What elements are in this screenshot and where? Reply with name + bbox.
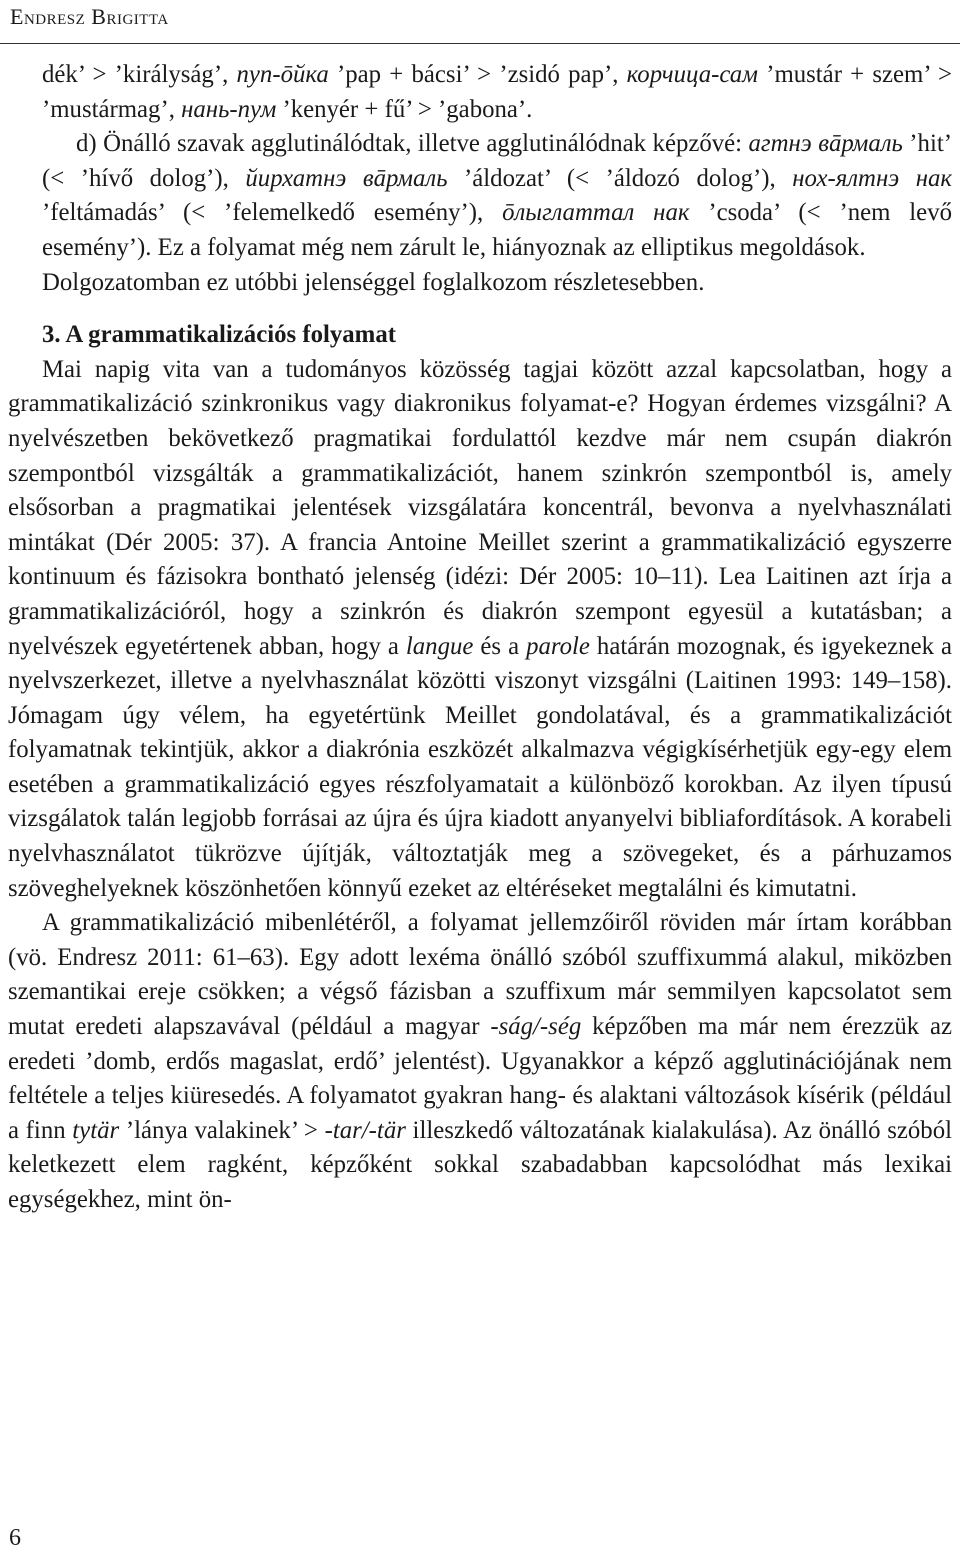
running-header: [10, 4, 169, 30]
paragraph-section-3: [8, 353, 952, 907]
italic-term: -tar/-tär: [324, 1116, 406, 1144]
italic-term: parole: [526, 632, 590, 660]
text-run: és a: [473, 632, 527, 660]
text-run: dék’ > ’királyság’,: [42, 61, 237, 88]
italic-term: langue: [405, 632, 474, 660]
text-run: d) Önálló szavak agglutinálódtak, illetve agglutinálódnak képzővé:: [76, 130, 749, 158]
text-run: illeszkedő változatának kialakulása). Az önálló szóból keletkezett elem ragként, képzőként sokkal szabadabban kapcsolódhat más lexikai egységekhez, mint ön-: [8, 1116, 952, 1213]
mansi-term: корчица-сам: [626, 61, 758, 88]
text-run: Mai napig vita van a tudományos közösség tagjai között azzal kapcsolatban, hogy a grammatikalizáció szinkronikus vagy diakronikus folyamat-e? Hogyan érdemes vizsgálni? A nyelvészetben bekövetkező pragmatikai fordulattól kezdve már nem csupán diakrón szempontból vizsgálták a grammatikalizációt, hanem szinkrón szempontból is, amely elsősorban a pragmatikai jelentések vizsgálatára koncentrál, bevonva a nyelvhasználati mintákat (Dér 2005: 37). A francia Antoine Meillet szerint a grammatikalizáció egyszerre kontinuum és fázisokra bontható jelenség (idézi: Dér 2005: 10–11). Lea Laitinen azt írja a grammatikalizációról, hogy a szinkrón és diakrón szempont egyesül a kutatásban; a nyelvészek egyetértenek abban, hogy a: [8, 355, 952, 660]
page-number: 6: [9, 1525, 21, 1551]
text-run: A grammatikalizáció mibenlétéről, a folyamat jellemzőiről röviden már írtam korábban (vö. Endresz 2011: 61–63). Egy adott lexéma önálló szóból szuffixummá alakul, miközben szemantikai ereje csökken; a végső fázisban a szuffixum már semmilyen kapcsolatot sem mutat eredeti alapszavával (például a magyar: [8, 909, 952, 1041]
text-run: ’hit’ (< ’hívő dolog’),: [42, 130, 952, 192]
mansi-term: пуп-ōйка: [236, 61, 329, 88]
mansi-term: ōлыглаттал нак: [502, 199, 690, 227]
paragraph-d: [8, 127, 952, 265]
running-title: Endresz Brigitta: [10, 4, 169, 29]
text-run: ’áldozat’ (< ’áldozó dolog’),: [447, 164, 793, 192]
header-rule: [0, 43, 960, 44]
text-run: ’mustár + szem’ > ’mustármag’,: [42, 61, 952, 123]
section-heading: 3. A grammatikalizációs folyamat: [42, 321, 396, 349]
paragraph-c-continuation: [8, 58, 952, 127]
text-run: ’feltámadás’ (< ’felemelkedő esemény’),: [42, 199, 503, 227]
text-run: ’pap + bácsi’ > ’zsidó pap’,: [328, 61, 627, 88]
main-text: [8, 58, 952, 1218]
paragraph-focus: Dolgozatomban ez utóbbi jelenséggel foglalkozom részletesebben.: [42, 268, 705, 296]
mansi-term: агтнэ вāрмаль: [748, 130, 903, 158]
mansi-term: нох-ялтнэ нак: [792, 164, 953, 192]
italic-term: tytär: [72, 1116, 120, 1144]
paragraph-grammaticalization: [8, 906, 952, 1217]
mansi-term: йирхатнэ вāрмаль: [245, 164, 448, 192]
text-run: képzőben ma már nem érezzük az eredeti ’domb, erdős magaslat, erdő’ jelentést). Ugyanakkor a képző agglutinációjának nem feltétele a teljes kiüresedés. A folyamatot gyakran hang- és alaktani változások kísérik (például a finn: [8, 1013, 952, 1144]
mansi-term: нань-пум: [181, 95, 277, 123]
text-run: ’csoda’ (< ’nem levő esemény’). Ez a folyamat még nem zárult le, hiányoznak az elliptikus megoldások.: [42, 199, 952, 261]
text-run: ’lánya valakinek’ >: [119, 1116, 325, 1144]
italic-term: -ság/-ség: [490, 1013, 582, 1041]
text-run: ’kenyér + fű’ > ’gabona’.: [276, 95, 533, 123]
text-run: határán mozognak, és igyekeznek a nyelvszerkezet, illetve a nyelvhasználat közötti viszonyt vizsgálni (Laitinen 1993: 149–158). Jómagam úgy vélem, ha egyetértünk Meillet gondolatával, és a grammatikalizációt folyamatnak tekintjük, akkor a diakrónia eszközét alkalmazva végigkísérhetjük egy-egy elem esetében a grammatikalizáció egyes részfolyamatait a különböző korokban. Az ilyen típusú vizsgálatok talán legjobb forrásai az újra és újra kiadott anyanyelvi bibliafordítások. A korabeli nyelvhasználatot tükrözve újítják, változtatják meg a szövegeket, és a párhuzamos szöveghelyeknek köszönhetően könnyű ezeket az eltéréseket megtalálni és kimutatni.: [8, 632, 952, 902]
